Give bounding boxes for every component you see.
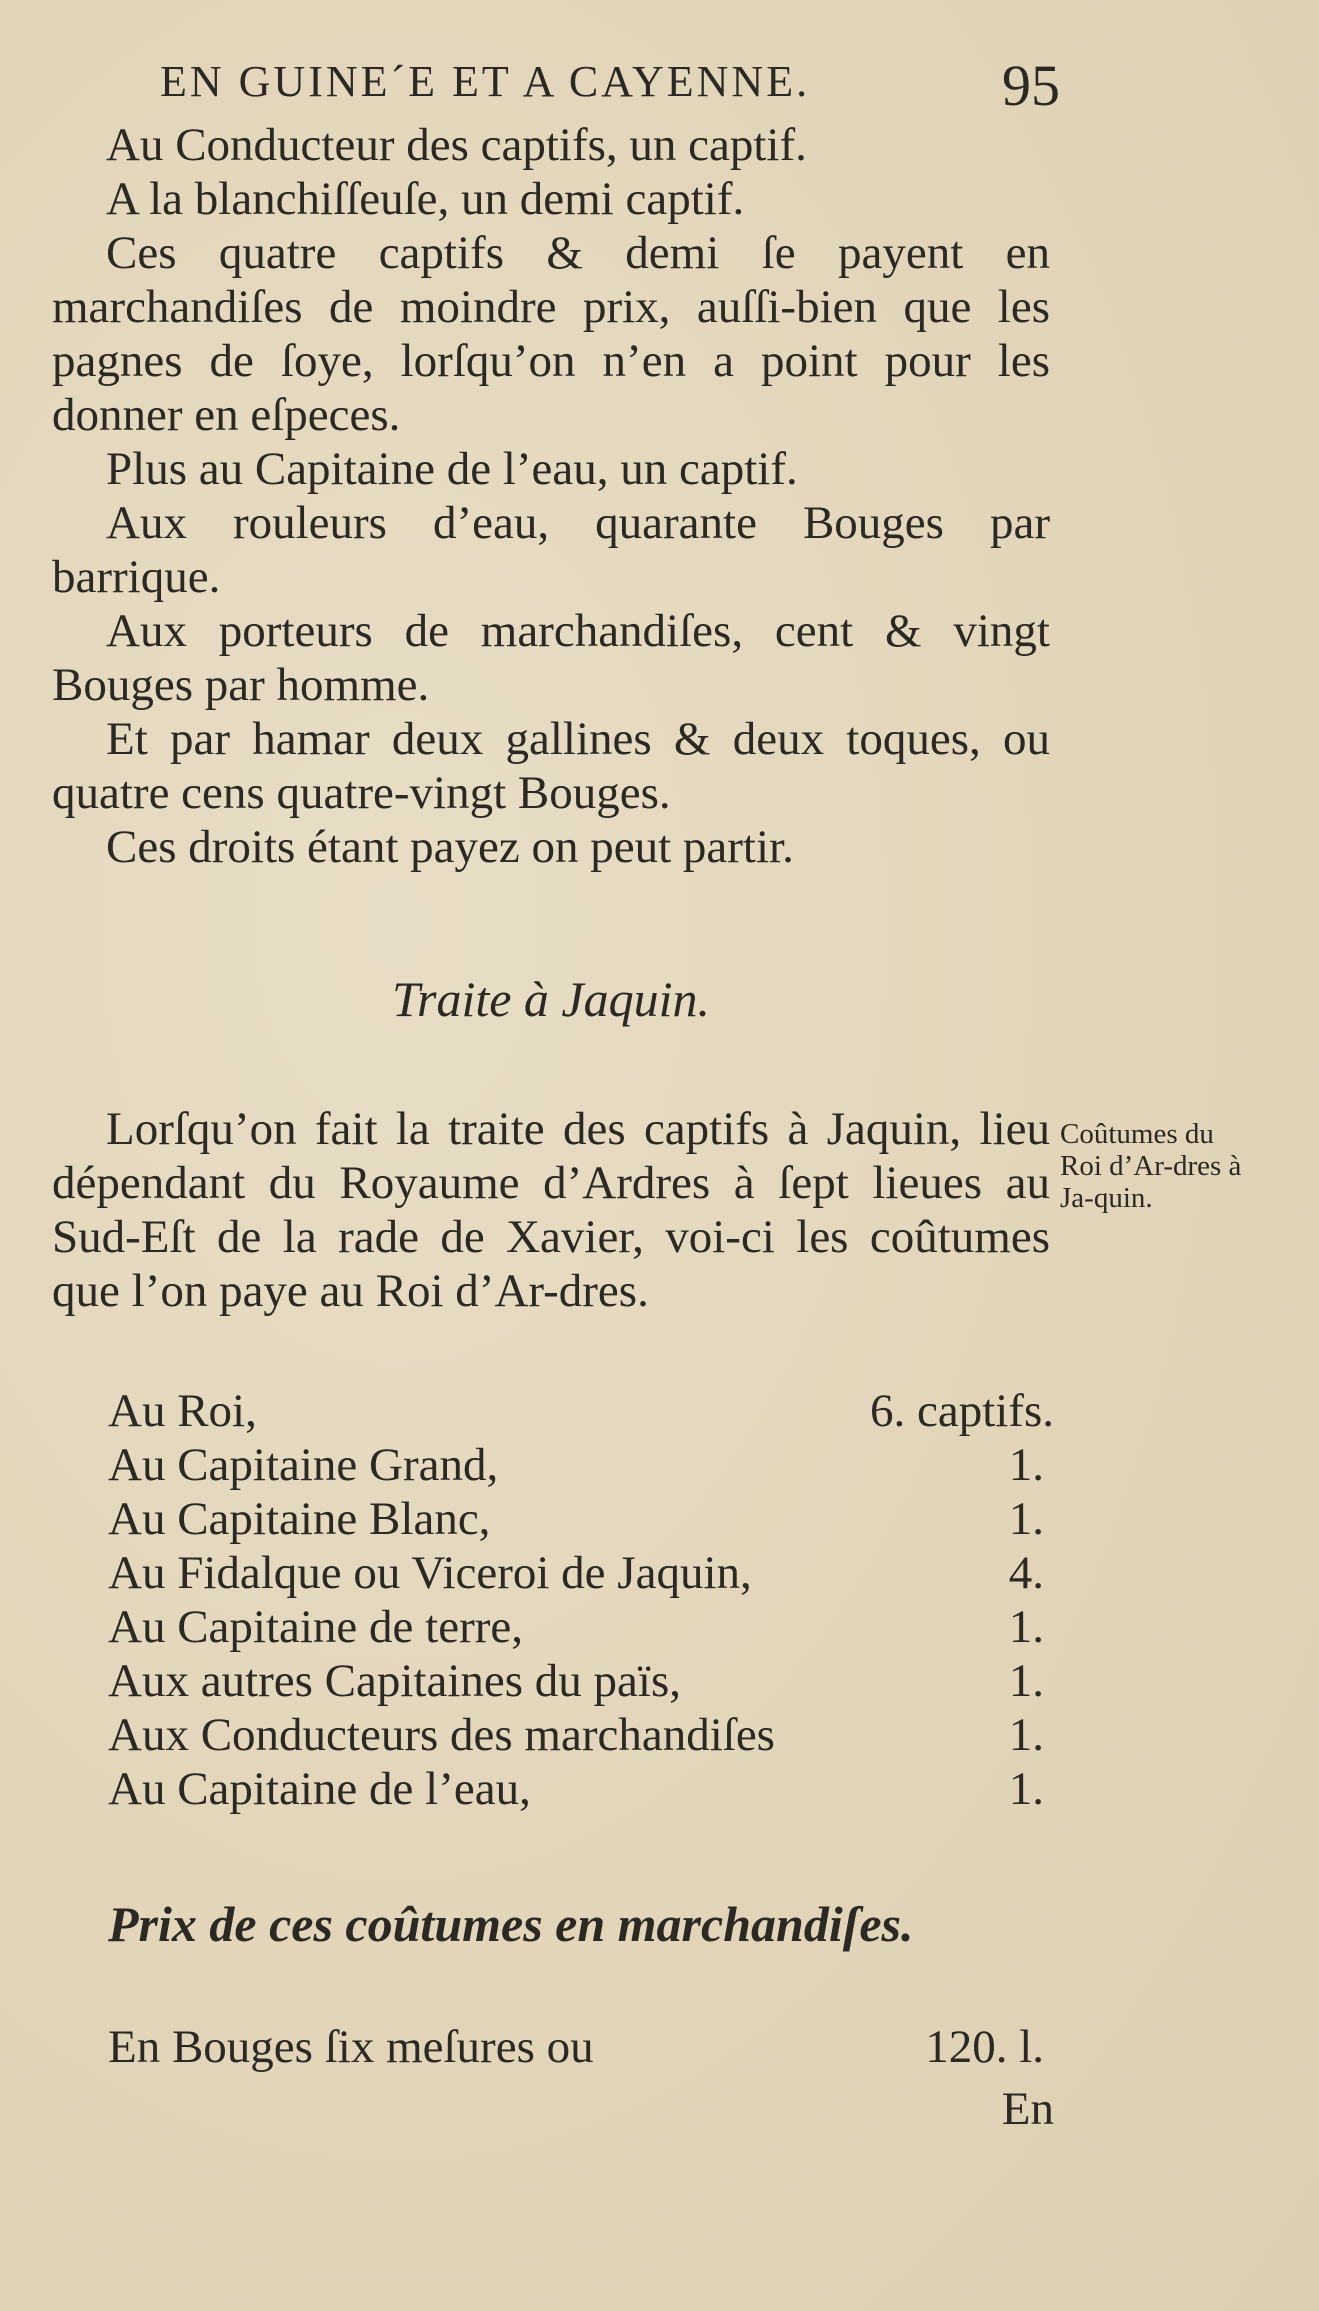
paragraph-jaquin: [52, 1102, 1050, 1318]
list-item: [108, 1546, 1054, 1600]
list-item-value: 6. captifs.: [869, 1385, 1054, 1437]
list-item: [108, 1492, 1054, 1546]
running-header: [160, 53, 1060, 118]
list-item-label: Au Capitaine Blanc,: [108, 1493, 491, 1545]
price-value: 120. l.: [925, 2021, 1044, 2073]
paragraph: Lorſqu’on fait la traite des captifs à Jaquin, lieu dépendant du Royaume d’Ardres à ſept lieues au Sud-Eſt de la rade de Xavier, voi-ci les coûtumes que l’on paye au Roi d’Ar-dres.: [52, 1103, 1050, 1317]
paragraph: Plus au Capitaine de l’eau, un captif.: [106, 443, 798, 495]
list-item-label: Au Roi,: [108, 1385, 257, 1437]
list-item-label: Au Capitaine Grand,: [108, 1439, 499, 1491]
paragraph: Aux rouleurs d’eau, quarante Bouges par barrique.: [52, 497, 1050, 603]
list-item-label: Au Capitaine de terre,: [108, 1601, 523, 1653]
catchword: En: [1001, 2083, 1054, 2135]
customs-list: [108, 1384, 1054, 1816]
paragraph: Au Conducteur des captifs, un captif.: [106, 119, 807, 171]
list-item: [108, 1438, 1054, 1492]
price-row: [108, 2020, 1054, 2074]
list-item: [108, 1600, 1054, 1654]
margin-note: Coûtumes du Roi d’Ar-dres à Ja-quin.: [1060, 1118, 1242, 1214]
list-item: [108, 2020, 1054, 2074]
paragraph: Aux porteurs de marchandiſes, cent & vingt Bouges par homme.: [52, 605, 1050, 711]
list-item-value: 1.: [1008, 1763, 1044, 1815]
list-item-value: 1.: [1008, 1601, 1044, 1653]
list-item: [108, 1654, 1054, 1708]
section-heading-traite: Traite à Jaquin.: [391, 971, 711, 1027]
list-item-label: Aux Conducteurs des marchandiſes: [108, 1709, 775, 1761]
paragraph: A la blanchiſſeuſe, un demi captif.: [106, 173, 745, 225]
list-item-label: Au Fidalque ou Viceroi de Jaquin,: [108, 1547, 752, 1599]
paragraph: Ces droits étant payez on peut partir.: [106, 821, 794, 873]
page-number: 95: [1002, 53, 1060, 118]
price-label: En Bouges ſix meſures ou: [108, 2021, 594, 2073]
list-item-label: Aux autres Capitaines du païs,: [108, 1655, 682, 1707]
list-item-value: 1.: [1008, 1493, 1044, 1545]
list-item-value: 1.: [1008, 1439, 1044, 1491]
list-item: [108, 1384, 1054, 1438]
paragraph: Et par hamar deux gallines & deux toques, ou quatre cens quatre-vingt Bouges.: [52, 713, 1050, 819]
running-title: EN GUINE´E ET A CAYENNE.: [160, 57, 811, 106]
list-item: [108, 1708, 1054, 1762]
list-item-value: 1.: [1008, 1655, 1044, 1707]
list-item: [108, 1762, 1054, 1816]
section-customs-text: [52, 118, 1050, 874]
section-heading-prix: Prix de ces coûtumes en marchandiſes.: [108, 1896, 914, 1952]
list-item-value: 1.: [1008, 1709, 1044, 1761]
paragraph: Ces quatre captifs & demi ſe payent en marchandiſes de moindre prix, auſſi-bien que les pagnes de ſoye, lorſqu’on n’en a point pour les donner en eſpeces.: [52, 227, 1050, 441]
list-item-value: 4.: [1008, 1547, 1044, 1599]
list-item-label: Au Capitaine de l’eau,: [108, 1763, 531, 1815]
